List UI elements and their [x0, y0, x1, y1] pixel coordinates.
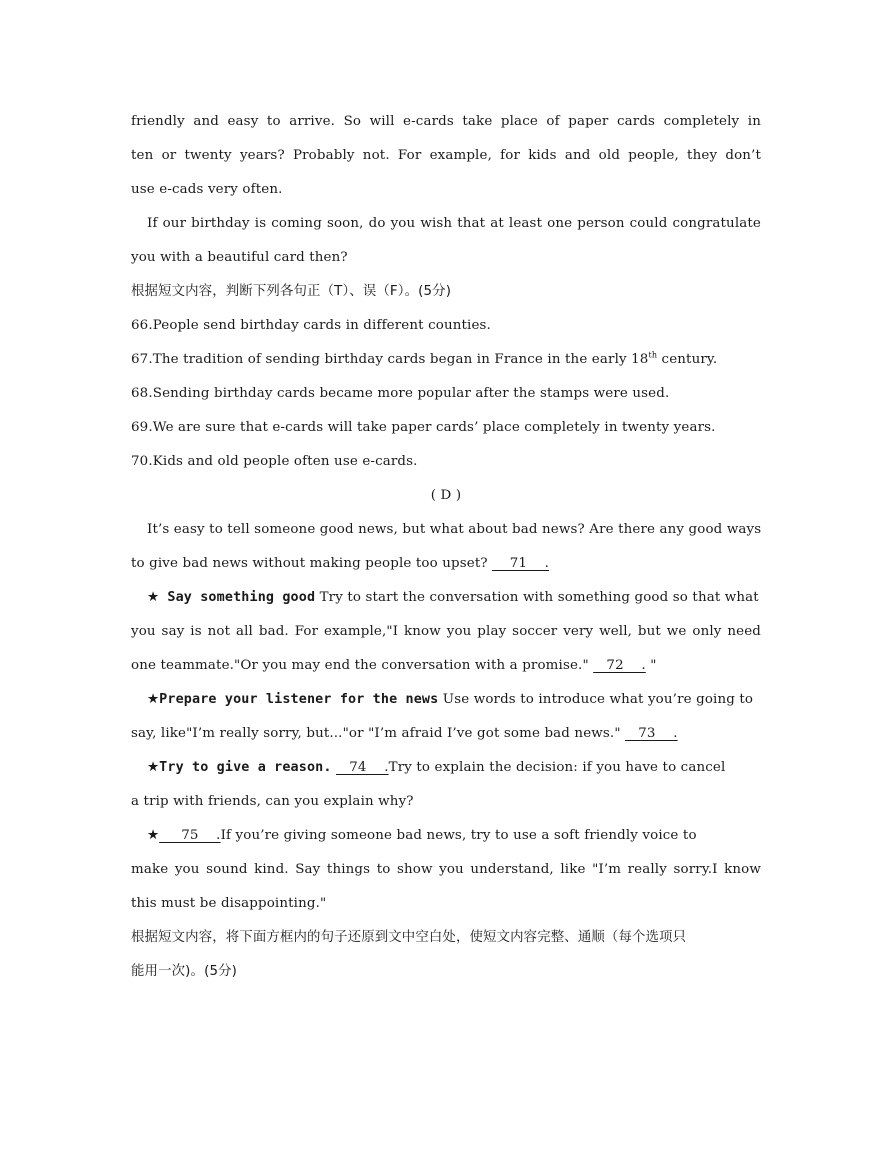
fill-instruction: 根据短文内容，将下面方框内的句子还原到文中空白处，使短文内容完整、通顺（每个选项只: [131, 930, 687, 945]
passage-line: use e-cads very often.: [131, 182, 283, 197]
tip-2: [131, 687, 761, 721]
passage-line: If our birthday is coming soon, do you wish that at least one person could congratulate: [147, 216, 761, 231]
blank-71: 71 .: [492, 556, 550, 571]
tip-2-line-2: [131, 721, 761, 755]
document-page: [131, 109, 761, 993]
tip-1-heading: Say something good: [159, 590, 316, 605]
blank-72: 72 .: [593, 658, 646, 673]
section-d-label: ( D ): [430, 488, 462, 503]
passage-line: ten or twenty years? Probably not. For example, for kids and old people, they don’t: [131, 148, 761, 163]
intro-text: to give bad news without making people too upset?: [131, 556, 493, 571]
tip-4-text: If you’re giving someone bad news, try to use a soft friendly voice to: [220, 828, 697, 843]
tip-1-line-2: you say is not all bad. For example,"I know you play soccer very well, but we only need: [131, 624, 761, 639]
passage-line: friendly and easy to arrive. So will e-cards take place of paper cards completely in: [131, 114, 761, 129]
question-67-text: 67.The tradition of sending birthday cards began in France in the early 18: [131, 352, 649, 367]
fill-instruction-2: 能用一次)。(5分): [131, 964, 238, 979]
tip-1-line-3-end: ": [645, 658, 657, 673]
tip-4: [131, 823, 761, 857]
tip-2-line-2-text: say, like"I’m really sorry, but..."or "I’m afraid I’ve got some bad news.": [131, 726, 626, 741]
tip-1-line-3-text: one teammate."Or you may end the conversation with a promise.": [131, 658, 594, 673]
tip-1-text: Try to start the conversation with something good so that what: [315, 590, 759, 605]
tip-2-text: Use words to introduce what you’re going to: [438, 692, 754, 707]
question-69: 69.We are sure that e-cards will take paper cards’ place completely in twenty years.: [131, 420, 716, 435]
question-66: 66.People send birthday cards in different counties.: [131, 318, 491, 333]
tip-1: [131, 585, 761, 619]
tf-instruction: 根据短文内容，判断下列各句正（T）、误（F）。(5分): [131, 284, 452, 299]
tip-4-line-3: this must be disappointing.": [131, 896, 327, 911]
tip-2-heading: Prepare your listener for the news: [159, 692, 439, 707]
star-icon: ★: [147, 692, 160, 707]
tip-3-heading: Try to give a reason.: [159, 760, 332, 775]
tip-3-text: Try to explain the decision: if you have to cancel: [388, 760, 726, 775]
star-icon: ★: [147, 590, 160, 605]
tip-1-line-3: [131, 653, 761, 687]
tip-3: [131, 755, 761, 789]
star-icon: ★: [147, 760, 160, 775]
question-70: 70.Kids and old people often use e-cards.: [131, 454, 418, 469]
passage-d-intro-2: [131, 551, 761, 585]
tip-4-line-2: make you sound kind. Say things to show you understand, like "I’m really sorry.I know: [131, 862, 761, 877]
question-68: 68.Sending birthday cards became more popular after the stamps were used.: [131, 386, 670, 401]
blank-75: 75 .: [159, 828, 221, 843]
question-67-end: century.: [657, 352, 718, 367]
passage-line: you with a beautiful card then?: [131, 250, 348, 265]
passage-d-intro: It’s easy to tell someone good news, but what about bad news? Are there any good ways: [147, 522, 762, 537]
question-67: [131, 347, 761, 381]
blank-74: 74 .: [336, 760, 389, 775]
superscript-th: th: [648, 350, 658, 360]
tip-3-line-2: a trip with friends, can you explain why?: [131, 794, 414, 809]
star-icon: ★: [147, 828, 160, 843]
blank-73: 73 .: [625, 726, 678, 741]
